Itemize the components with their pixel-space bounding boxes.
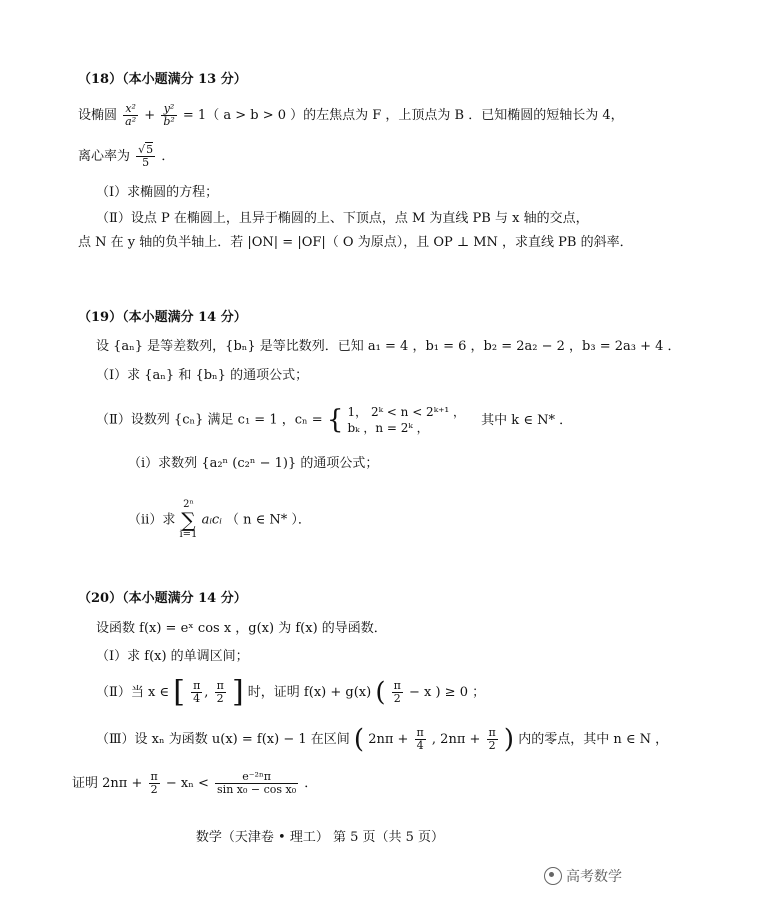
wechat-icon xyxy=(544,867,562,885)
frac-y2-b2: $\frac{\text{y²}}{\text{b²}}$ xyxy=(163,102,175,128)
q18-part2b: 点 N 在 y 轴的负半轴上．若 |ON| = |OF|（ O 为原点），且 OP ⊥ MN ，求直线 PB 的斜率． xyxy=(78,235,633,250)
q19-sub1: （ⅰ）求数列 {a₂ⁿ (c₂ⁿ − 1)} 的通项公式； xyxy=(128,456,379,471)
q18-line1: 设椭圆 $\frac{\text{x²}}{\text{a²}}$ + $\frac{\text{y²}}{\text{b²}}$ = 1（ a > b > 0 ）的左焦点为 F ，上顶点为 B ．已知椭圆的短轴长为 4， xyxy=(78,102,624,128)
q20-header: （20）（本小题满分 14 分） xyxy=(78,591,247,606)
q18-part2a: （Ⅱ）设点 P 在椭圆上，且异于椭圆的上、下顶点，点 M 为直线 PB 与 x 轴的交点， xyxy=(96,211,589,226)
frac-exp-over-sin-cos: $\frac{\text{e⁻²ⁿπ}}{\text{sin x₀ − cos x₀}}$ xyxy=(217,770,297,796)
q20-part2: （Ⅱ）当 x ∈ [ $\frac{\pi}{4}$ , $\frac{\pi}{2}$ ] 时，证明 f(x) + g(x) ( $\frac{\pi}{2}$ − x ) ≥ 0 ； xyxy=(96,674,486,710)
q20-part1: （Ⅰ）求 f(x) 的单调区间； xyxy=(96,649,249,664)
piecewise-cases: 1， 2ᵏ < n < 2ᵏ⁺¹ ， bₖ ，n = 2ᵏ ， xyxy=(347,405,466,435)
page-footer: 数学（天津卷 • 理工） 第 5 页（共 5 页） xyxy=(195,830,445,845)
q20-line1: 设函数 f(x) = eˣ cos x ，g(x) 为 f(x) 的导函数． xyxy=(96,621,387,636)
q18-line2: 离心率为 $\frac{√5}{5}$ ． xyxy=(78,143,175,169)
q20-proof: 证明 2nπ + $\frac{\pi}{2}$ − xₙ < $\frac{\text{e⁻²ⁿπ}}{\text{sin x₀ − cos x₀}}$ ． xyxy=(72,770,318,796)
q20-part3: （Ⅲ）设 xₙ 为函数 u(x) = f(x) − 1 在区间 ( 2nπ + $\frac{\pi}{4}$ , 2nπ + $\frac{\pi}{2}$ ) 内的零点，其中 n ∈ N ， xyxy=(96,724,669,755)
q19-part1: （Ⅰ）求 {aₙ} 和 {bₙ} 的通项公式； xyxy=(96,368,309,383)
q19-header: （19）（本小题满分 14 分） xyxy=(78,310,247,325)
frac-x2-a2: $\frac{\text{x²}}{\text{a²}}$ xyxy=(125,102,137,128)
watermark: 高考数学 xyxy=(544,866,622,886)
summation: 2ⁿ ∑ i=1 xyxy=(179,499,198,540)
q19-part2: （Ⅱ）设数列 {cₙ} 满足 c₁ = 1 ，cₙ = { 1， 2ᵏ < n < 2ᵏ⁺¹ ， bₖ ，n = 2ᵏ ， 其中 k ∈ N* ． xyxy=(96,405,573,435)
q18-part1: （Ⅰ）求椭圆的方程； xyxy=(96,185,219,200)
cases-brace: { xyxy=(326,405,344,435)
q19-line1: 设 {aₙ} 是等差数列，{bₙ} 是等比数列．已知 a₁ = 4 ，b₁ = 6 ，b₂ = 2a₂ − 2 ，b₃ = 2a₃ + 4 ． xyxy=(96,339,681,354)
q18-header: （18）（本小题满分 13 分） xyxy=(78,72,247,87)
q19-sub2: （ⅱ）求 2ⁿ ∑ i=1 aᵢcᵢ （ n ∈ N* ）． xyxy=(128,499,311,540)
frac-sqrt5-5: $\frac{√5}{5}$ xyxy=(138,143,154,169)
